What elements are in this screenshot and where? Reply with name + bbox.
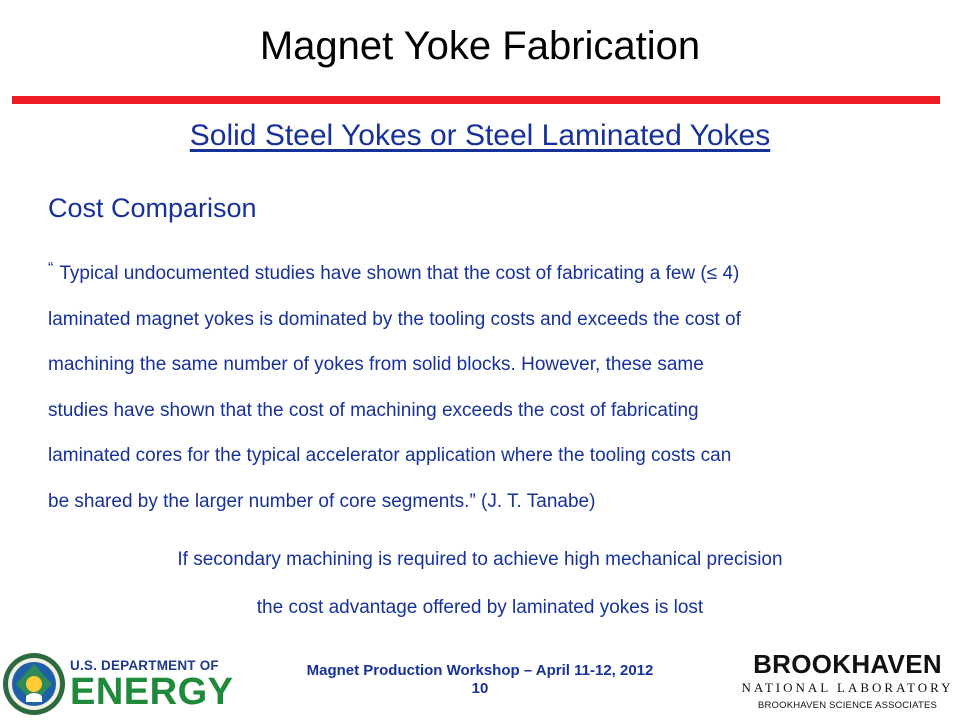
quote-line: laminated magnet yokes is dominated by the tooling costs and exceeds the cost of [48,308,741,330]
doe-logo [70,652,245,716]
doe-seal-icon [2,652,66,716]
conclusion-line: If secondary machining is required to achieve high mechanical precision [177,549,783,570]
quote-line: “ Typical undocumented studies have shown that the cost of fabricating a few (≤ 4) [48,260,740,284]
doe-department-text: U.S. DEPARTMENT OF [70,658,219,673]
doe-energy-text: ENERGY [70,671,234,713]
bnl-name-text: BROOKHAVEN [753,649,942,679]
bnl-lab-text: NATIONAL LABORATORY [741,680,954,695]
quote-line: studies have shown that the cost of machining exceeds the cost of fabricating [48,399,699,421]
slide-subtitle: Solid Steel Yokes or Steel Laminated Yokes [189,119,771,152]
conclusion-line: the cost advantage offered by laminated yokes is lost [256,597,704,618]
slide-title: Magnet Yoke Fabrication [259,24,701,68]
section-heading: Cost Comparison [48,193,257,223]
quote-line: be shared by the larger number of core segments.” (J. T. Tanabe) [48,490,596,512]
footer-workshop: Magnet Production Workshop – April 11-12, 2012 [306,662,654,679]
title-divider [12,96,940,104]
quote-paragraph [48,246,928,525]
quote-line: laminated cores for the typical accelerator application where the tooling costs can [48,445,732,467]
quote-line: machining the same number of yokes from solid blocks. However, these same [48,354,704,376]
bnl-logo [740,650,955,718]
footer [270,662,690,698]
open-quote-mark: “ [48,260,54,277]
bnl-assoc-text: BROOKHAVEN SCIENCE ASSOCIATES [757,700,938,711]
page-number: 10 [471,680,489,697]
